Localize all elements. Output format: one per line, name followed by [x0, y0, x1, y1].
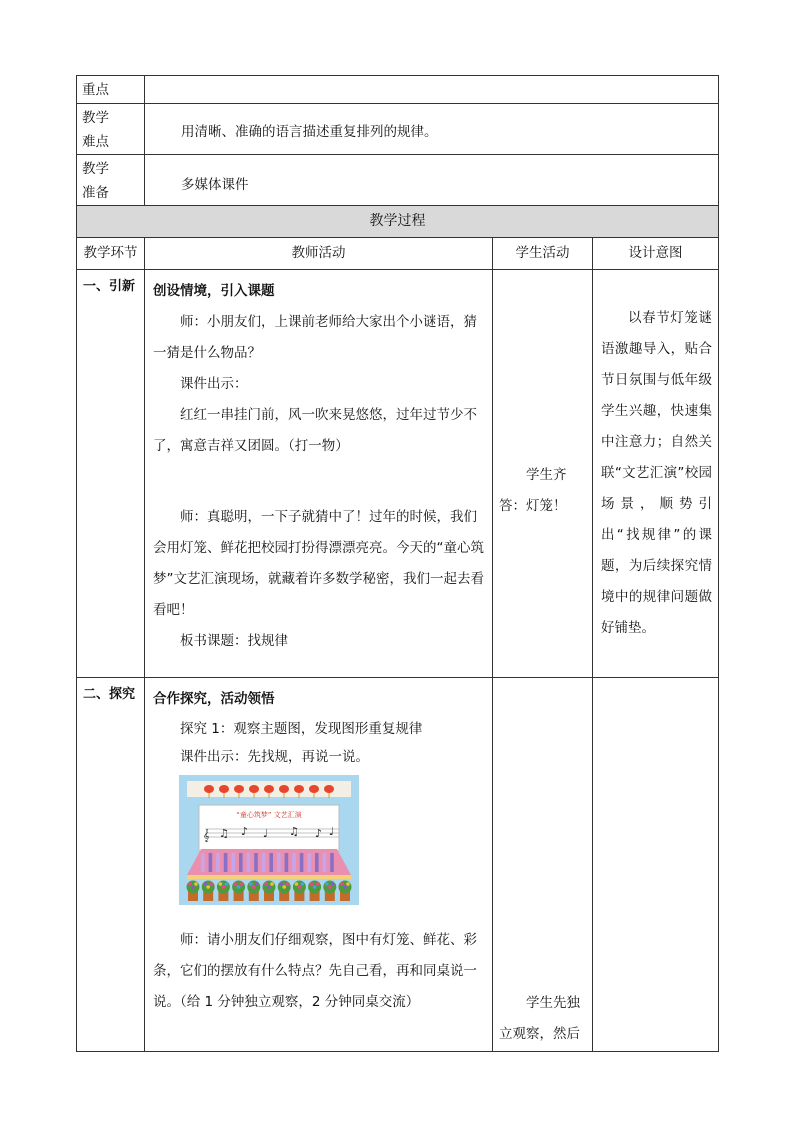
flower-row	[187, 881, 352, 902]
stage-intro: 一、引新	[77, 270, 145, 678]
teacher-activity-explore	[145, 678, 493, 1052]
key-point-label: 重点	[77, 76, 145, 104]
lesson-plan	[76, 75, 718, 1052]
lantern-icon	[219, 785, 229, 793]
header-teacher: 教师活动	[145, 238, 493, 270]
row-section-intro	[77, 270, 719, 678]
lantern-icon	[204, 785, 214, 793]
prep-value: 多媒体课件	[145, 155, 719, 206]
prep-label	[77, 155, 145, 206]
explore-heading: 合作探究，活动领悟	[153, 691, 275, 707]
lantern-icon	[294, 785, 304, 793]
svg-text:♫: ♫	[219, 827, 229, 840]
stage-explore: 二、探究	[77, 678, 145, 1052]
student-activity-explore	[493, 678, 593, 1052]
svg-text:♩: ♩	[263, 827, 269, 840]
difficulty-label-line2: 难点	[82, 134, 109, 150]
row-headers	[77, 238, 719, 270]
svg-text:♪: ♪	[315, 827, 323, 840]
banner-text: “童心筑梦” 文艺汇演	[236, 811, 302, 819]
intro-heading: 创设情境，引入课题	[153, 283, 275, 299]
row-key-point	[77, 76, 719, 104]
prep-label-line1: 教学	[82, 161, 109, 177]
student-answer-intro: 学生齐答：灯笼！	[499, 467, 567, 514]
student-text-explore: 学生先独立观察，然后	[499, 995, 580, 1042]
plan-table	[76, 75, 719, 1052]
process-title: 教学过程	[77, 206, 719, 238]
intro-board-title: 板书课题：找规律	[180, 633, 288, 649]
svg-text:♪: ♪	[241, 825, 249, 838]
theme-picture	[179, 775, 359, 905]
intro-p1: 师：小朋友们，上课前老师给大家出个小谜语，猜一猜是什么物品？	[153, 314, 477, 361]
row-process-title	[77, 206, 719, 238]
difficulty-label	[77, 104, 145, 155]
header-design: 设计意图	[593, 238, 719, 270]
svg-text:𝄞: 𝄞	[203, 829, 210, 842]
lantern-icon	[324, 785, 334, 793]
header-student: 学生活动	[493, 238, 593, 270]
row-difficulty	[77, 104, 719, 155]
intro-spacer	[153, 462, 486, 502]
intro-riddle: 红红一串挂门前，风一吹来晃悠悠，过年过节少不了，寓意吉祥又团圆。（打一物）	[153, 407, 477, 454]
intro-p2: 课件出示：	[180, 376, 248, 392]
row-prep	[77, 155, 719, 206]
difficulty-value: 用清晰、准确的语言描述重复排列的规律。	[145, 104, 719, 155]
difficulty-label-line1: 教学	[82, 110, 109, 126]
prep-label-line2: 准备	[82, 185, 109, 201]
explore-p3: 师：请小朋友们仔细观察，图中有灯笼、鲜花、彩条，它们的摆放有什么特点？先自己看，再和同桌说一说。（给 1 分钟独立观察，2 分钟同桌交流）	[153, 932, 477, 1010]
teacher-activity-intro	[145, 270, 493, 678]
design-intent-explore	[593, 678, 719, 1052]
key-point-value	[145, 76, 719, 104]
explore-p1: 探究 1：观察主题图，发现图形重复规律	[180, 721, 423, 737]
intro-p4: 师：真聪明，一下子就猜中了！过年的时候，我们会用灯笼、鲜花把校园打扮得漂漂亮亮。今天的“童心筑梦”文艺汇演现场，就藏着许多数学秘密，我们一起去看看吧！	[153, 509, 484, 618]
design-intro-text: 以春节灯笼谜语激趣导入，贴合节日氛围与低年级学生兴趣，快速集中注意力；自然关联“文艺汇演”校园场景，顺势引出“找规律”的课题，为后续探究情境中的规律问题做好铺垫。	[601, 310, 713, 636]
row-section-explore	[77, 678, 719, 1052]
student-activity-intro	[493, 270, 593, 678]
design-intent-intro	[593, 270, 719, 678]
svg-text:♫: ♫	[289, 825, 299, 838]
explore-p2: 课件出示：先找规，再说一说。	[180, 749, 369, 765]
lantern-icon	[249, 785, 259, 793]
lantern-icon	[279, 785, 289, 793]
header-stage: 教学环节	[77, 238, 145, 270]
lantern-row	[204, 785, 334, 798]
stage-edge	[187, 875, 351, 879]
lantern-icon	[234, 785, 244, 793]
lantern-icon	[309, 785, 319, 793]
svg-text:♩: ♩	[329, 825, 335, 838]
lantern-icon	[264, 785, 274, 793]
